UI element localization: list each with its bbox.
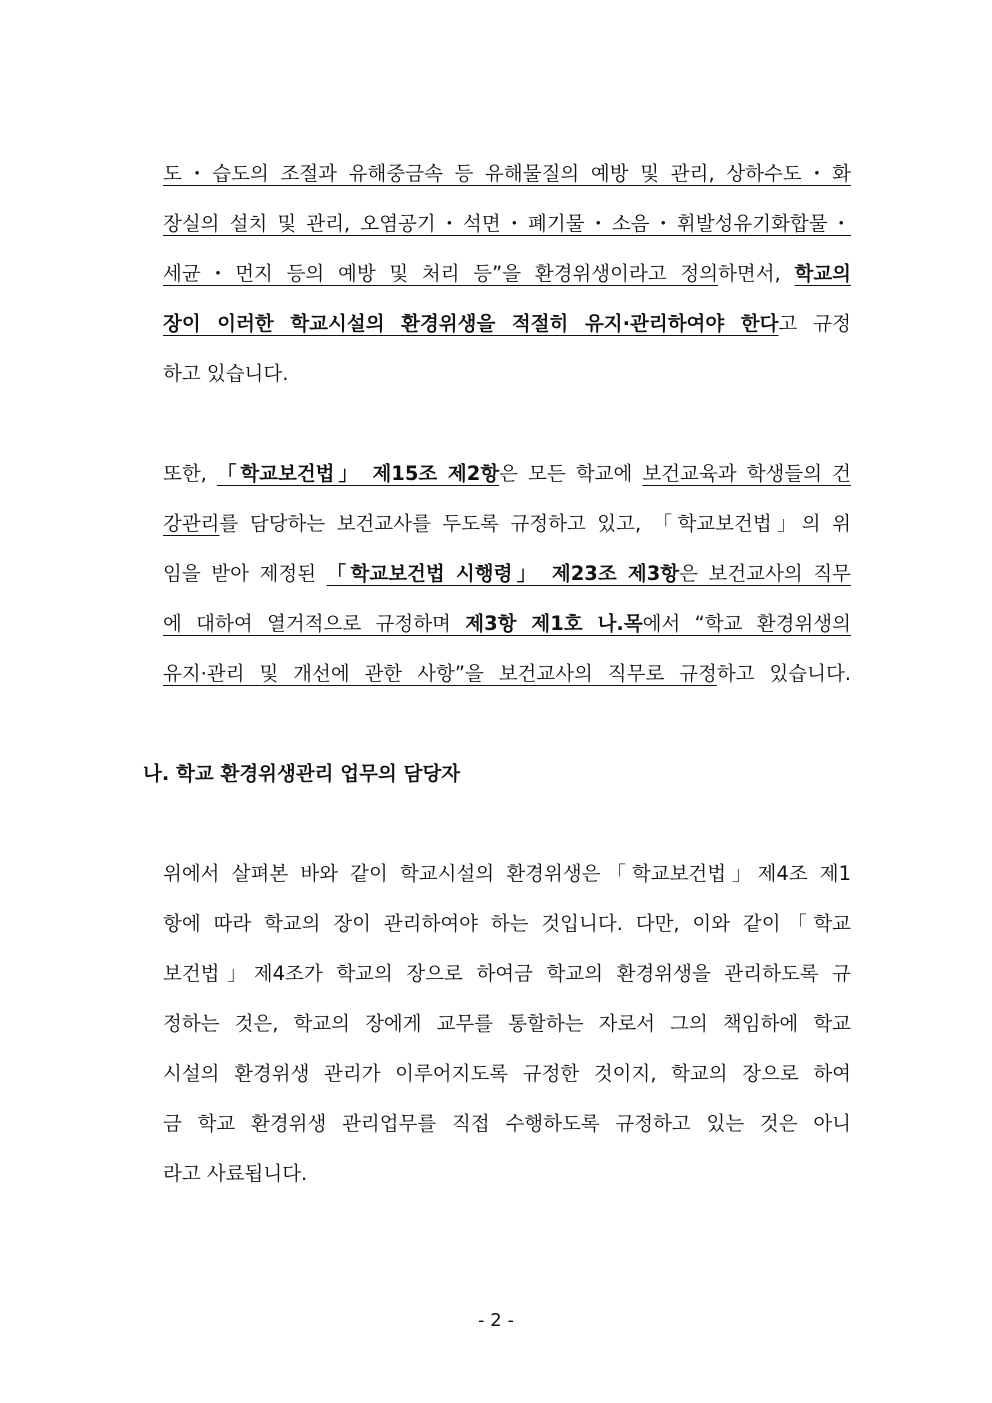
para3-line-3: 보건법」제4조가 학교의 장으로 하여금 학교의 환경위생을 관리하도록 규 xyxy=(163,962,851,985)
para1-line-2-text: 장실의 설치 및 관리, 오염공기・석면・폐기물・소음・휘발성유기화합물・ xyxy=(163,212,851,235)
para2-line-3-plain: 임을 받아 제정된 xyxy=(163,562,327,585)
para3-line-1: 위에서 살펴본 바와 같이 학교시설의 환경위생은「학교보건법」제4조 제1 xyxy=(163,862,851,885)
para3-line-4: 정하는 것은, 학교의 장에게 교무를 통할하는 자로서 그의 책임하에 학교 xyxy=(163,1012,851,1035)
para2-line-3-underlined: 은 보건교사의 직무 xyxy=(679,562,851,585)
para2-line-3 xyxy=(163,556,851,592)
para1-line-5 xyxy=(163,356,851,392)
para1-line-4 xyxy=(163,306,851,342)
para1-line-4-plain: 고 규정 xyxy=(778,312,851,335)
page-number: - 2 - xyxy=(478,1310,514,1331)
para1-line-3-bold: 학교의 xyxy=(794,262,851,285)
para1-line-3-underlined: 세균・먼지 등의 예방 및 처리 등”을 환경위생이라고 정의 xyxy=(163,262,719,285)
para2-line-5-underlined: 유지·관리 및 개선에 관한 사항”을 보건교사의 직무로 규정 xyxy=(163,662,717,685)
para2-line-4-bold: 제3항 제1호 나.목 xyxy=(465,612,643,635)
para2-line-2-underlined: 강관리 xyxy=(163,512,220,535)
para2-line-4-underlined-b: 에서 “학교 환경위생의 xyxy=(642,612,851,635)
para1-line-1 xyxy=(163,156,851,192)
para2-line-3-bold: 「학교보건법 시행령」 제23조 제3항 xyxy=(326,562,680,585)
para1-line-3-plain: 하면서, xyxy=(718,262,795,285)
para2-line-1 xyxy=(163,456,851,492)
para2-line-1-plain-b: 은 모든 학교에 xyxy=(499,462,643,485)
para2-line-2-plain: 를 담당하는 보건교사를 두도록 규정하고 있고, 「학교보건법」의 위 xyxy=(219,512,851,535)
para2-line-1-bold: 「학교보건법」 제15조 제2항 xyxy=(216,462,500,485)
para3-line-2: 항에 따라 학교의 장이 관리하여야 하는 것입니다. 다만, 이와 같이「학교 xyxy=(163,912,851,935)
para2-line-4 xyxy=(163,606,851,642)
para1-line-1-text: 도・습도의 조절과 유해중금속 등 유해물질의 예방 및 관리, 상하수도・화 xyxy=(163,162,851,185)
para2-line-5 xyxy=(163,656,851,692)
para3-line-7: 라고 사료됩니다. xyxy=(163,1162,308,1185)
para2-line-5-plain: 하고 있습니다. xyxy=(716,662,851,685)
para2-line-1-underlined: 보건교육과 학생들의 건 xyxy=(642,462,851,485)
para2-line-1-plain-a: 또한, xyxy=(163,462,217,485)
para2-line-2 xyxy=(163,506,851,542)
para1-line-3 xyxy=(163,256,851,292)
section-heading: 나. 학교 환경위생관리 업무의 담당자 xyxy=(143,762,461,785)
para3-line-6: 금 학교 환경위생 관리업무를 직접 수행하도록 규정하고 있는 것은 아니 xyxy=(163,1112,851,1135)
para2-line-4-underlined-a: 에 대하여 열거적으로 규정하며 xyxy=(163,612,466,635)
para1-line-5-text: 하고 있습니다. xyxy=(163,362,289,385)
para1-line-2 xyxy=(163,206,851,242)
para3-line-5: 시설의 환경위생 관리가 이루어지도록 규정한 것이지, 학교의 장으로 하여 xyxy=(163,1062,851,1085)
para1-line-4-bold: 장이 이러한 학교시설의 환경위생을 적절히 유지·관리하여야 한다 xyxy=(163,312,779,335)
